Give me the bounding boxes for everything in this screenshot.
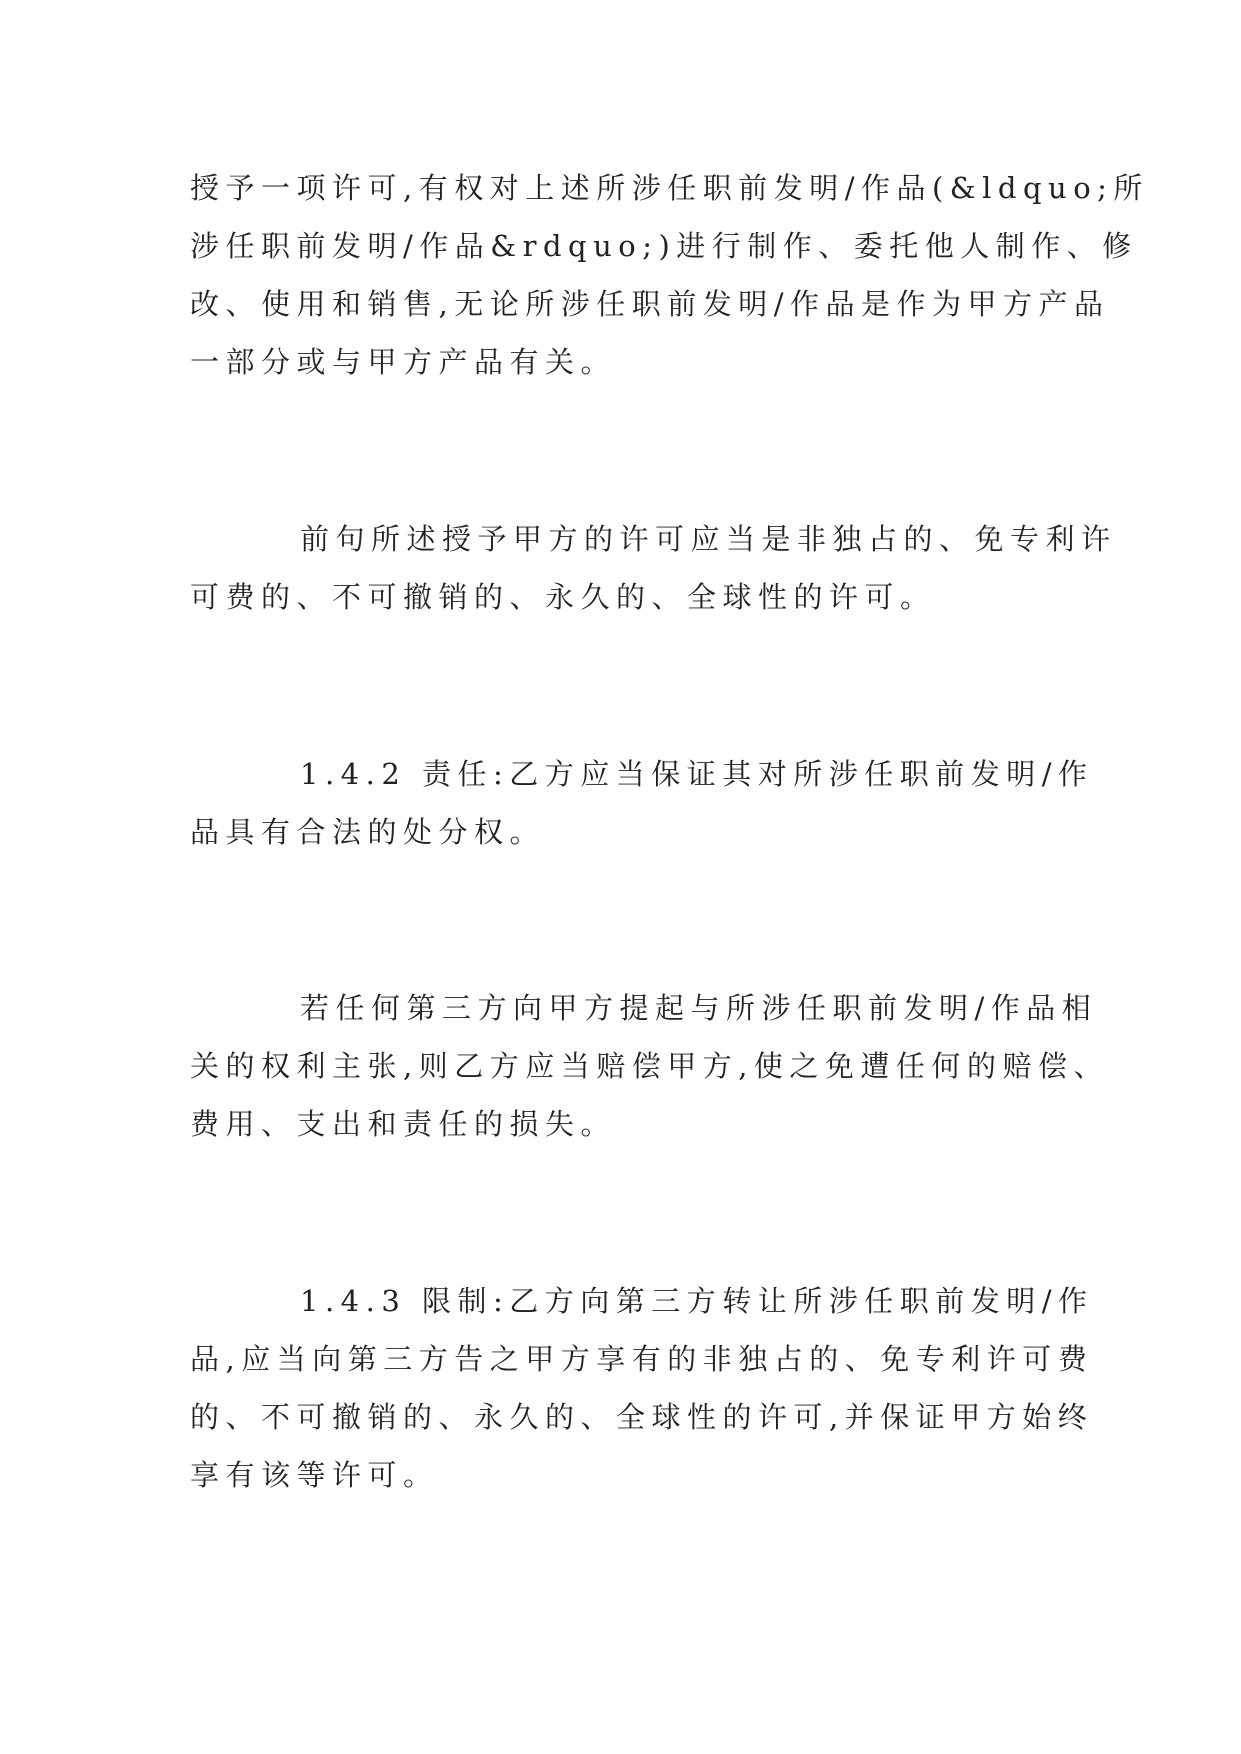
text-line: 可费的、不可撤销的、永久的、全球性的许可。 — [190, 580, 936, 614]
text-line: 享有该等许可。 — [190, 1458, 439, 1492]
text-line: 前句所述授予甲方的许可应当是非独占的、免专利许 — [300, 522, 1117, 556]
text-line: 若任何第三方向甲方提起与所涉任职前发明/作品相 — [300, 991, 1098, 1025]
text-line: 关的权利主张,则乙方应当赔偿甲方,使之免遭任何的赔偿、 — [190, 1049, 1109, 1083]
paragraph-indemnity — [190, 979, 1109, 1153]
text-line: 1.4.2 责任:乙方应当保证其对所涉任职前发明/作 — [300, 757, 1094, 791]
text-line: 的、不可撤销的、永久的、全球性的许可,并保证甲方始终 — [190, 1400, 1094, 1434]
text-line: 费用、支出和责任的损失。 — [190, 1107, 617, 1141]
text-line: 改、使用和销售,无论所涉任职前发明/作品是作为甲方产品 — [190, 287, 1110, 321]
text-line: 涉任职前发明/作品&rdquo;)进行制作、委托他人制作、修 — [190, 229, 1138, 263]
text-line: 品具有合法的处分权。 — [190, 815, 546, 849]
text-line: 品,应当向第三方告之甲方享有的非独占的、免专利许可费 — [190, 1342, 1094, 1376]
text-line: 一部分或与甲方产品有关。 — [190, 345, 617, 379]
paragraph-clause-1-4-3 — [190, 1272, 1094, 1504]
paragraph-license-nature — [190, 510, 1117, 626]
text-line: 1.4.3 限制:乙方向第三方转让所涉任职前发明/作 — [300, 1284, 1094, 1318]
text-line: 授予一项许可,有权对上述所涉任职前发明/作品(&ldquo;所 — [190, 171, 1149, 205]
paragraph-license-grant — [190, 159, 1149, 391]
paragraph-clause-1-4-2 — [190, 745, 1094, 861]
